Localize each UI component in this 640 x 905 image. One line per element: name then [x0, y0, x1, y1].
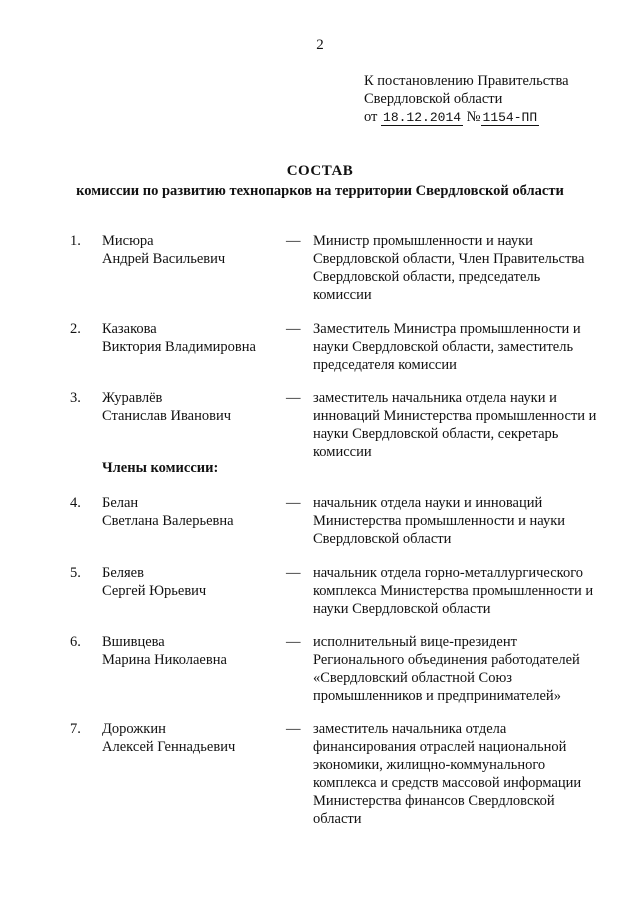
- member-role: [313, 232, 618, 304]
- member-role-line: Свердловской области, Член Правительства: [313, 251, 585, 267]
- member-name: [102, 564, 282, 600]
- page-number: 2: [316, 37, 324, 53]
- member-role-line: Свердловской области, председатель: [313, 269, 541, 285]
- member-dash: —: [286, 390, 301, 406]
- member-role-line: экономики, жилищно-коммунального: [313, 757, 546, 773]
- member-role-line: начальник отдела науки и инноваций: [313, 495, 543, 511]
- member-given-name: Сергей Юрьевич: [102, 583, 207, 599]
- member-role-line: науки Свердловской области: [313, 601, 491, 617]
- member-role-line: комиссии: [313, 287, 372, 303]
- member-name: [102, 494, 282, 530]
- member-dash: —: [286, 233, 301, 249]
- document-title-block: [0, 162, 640, 200]
- member-role-line: промышленников и предпринимателей»: [313, 688, 561, 704]
- member-number: 2.: [70, 321, 81, 337]
- member-surname: Беляев: [102, 565, 144, 581]
- approval-line-2: Свердловской области: [364, 91, 503, 107]
- member-role-line: Министр промышленности и науки: [313, 233, 533, 249]
- member-role: [313, 320, 618, 374]
- member-role-line: финансирования отраслей национальной: [313, 739, 567, 755]
- member-role-line: науки Свердловской области, секретарь: [313, 426, 559, 442]
- member-surname: Белан: [102, 495, 139, 511]
- approval-date-line: [364, 108, 614, 127]
- approval-block: [364, 72, 614, 127]
- member-role: [313, 389, 618, 461]
- member-given-name: Виктория Владимировна: [102, 339, 256, 355]
- member-name: [102, 720, 282, 756]
- member-name: [102, 232, 282, 268]
- member-number: 7.: [70, 721, 81, 737]
- member-given-name: Светлана Валерьевна: [102, 513, 234, 529]
- member-number: 3.: [70, 390, 81, 406]
- member-number: 4.: [70, 495, 81, 511]
- member-role-line: Заместитель Министра промышленности и: [313, 321, 581, 337]
- member-given-name: Алексей Геннадьевич: [102, 739, 236, 755]
- member-dash: —: [286, 721, 301, 737]
- member-role-line: Министерства финансов Свердловской: [313, 793, 555, 809]
- member-number: 1.: [70, 233, 81, 249]
- member-given-name: Станислав Иванович: [102, 408, 231, 424]
- member-role-line: комплекса Министерства промышленности и: [313, 583, 594, 599]
- members-section-heading: Члены комиссии:: [102, 460, 219, 476]
- member-name: [102, 320, 282, 356]
- approval-from-label: от: [364, 109, 378, 125]
- member-role-line: комплекса и средств массовой информации: [313, 775, 582, 791]
- member-surname: Вшивцева: [102, 634, 165, 650]
- member-dash: —: [286, 495, 301, 511]
- member-role: [313, 720, 618, 828]
- member-role-line: заместитель начальника отдела: [313, 721, 507, 737]
- member-role-line: Регионального объединения работодателей: [313, 652, 580, 668]
- member-role-line: председателя комиссии: [313, 357, 457, 373]
- member-role-line: «Свердловский областной Союз: [313, 670, 513, 686]
- member-role-line: заместитель начальника отдела науки и: [313, 390, 557, 406]
- member-name: [102, 389, 282, 425]
- member-dash: —: [286, 321, 301, 337]
- member-surname: Дорожкин: [102, 721, 166, 737]
- approval-number: 1154-ПП: [482, 110, 538, 125]
- member-given-name: Андрей Васильевич: [102, 251, 226, 267]
- member-surname: Мисюра: [102, 233, 154, 249]
- approval-number-label: №: [466, 109, 481, 125]
- member-role: [313, 633, 618, 705]
- member-role-line: начальник отдела горно-металлургического: [313, 565, 584, 581]
- member-role-line: инноваций Министерства промышленности и: [313, 408, 597, 424]
- member-name: [102, 633, 282, 669]
- approval-line-1: К постановлению Правительства: [364, 73, 569, 89]
- member-dash: —: [286, 565, 301, 581]
- member-number: 5.: [70, 565, 81, 581]
- member-role-line: Министерства промышленности и науки: [313, 513, 566, 529]
- member-surname: Журавлёв: [102, 390, 163, 406]
- member-role: [313, 564, 618, 618]
- member-role-line: комиссии: [313, 444, 372, 460]
- member-role-line: области: [313, 811, 362, 827]
- member-role-line: Свердловской области: [313, 531, 452, 547]
- member-role: [313, 494, 618, 548]
- document-title: СОСТАВ: [286, 163, 354, 179]
- member-number: 6.: [70, 634, 81, 650]
- member-role-line: науки Свердловской области, заместитель: [313, 339, 574, 355]
- document-subtitle: комиссии по развитию технопарков на территории Свердловской области: [76, 183, 564, 199]
- member-surname: Казакова: [102, 321, 157, 337]
- member-dash: —: [286, 634, 301, 650]
- approval-date: 18.12.2014: [383, 110, 462, 125]
- member-role-line: исполнительный вице-президент: [313, 634, 517, 650]
- member-given-name: Марина Николаевна: [102, 652, 227, 668]
